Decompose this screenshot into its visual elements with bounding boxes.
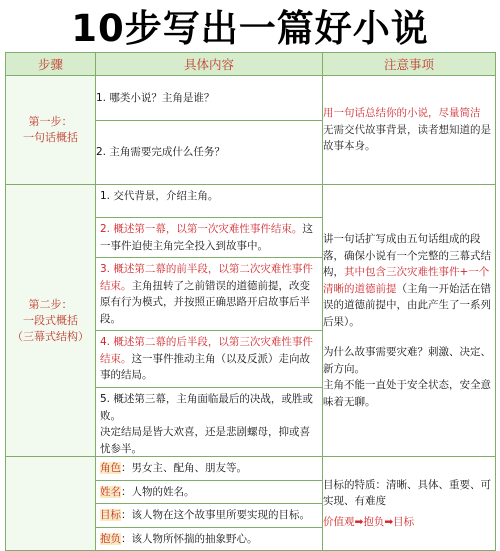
list-item: 目标：该人物在这个故事里所要实现的目标。 [96, 504, 322, 528]
table-header-row [6, 53, 496, 76]
arrow-right-icon: ➡ [384, 515, 394, 528]
header-notes: 注意事项 [323, 53, 496, 76]
list-item: 5. 概述第三幕，主角面临最后的决战，或胜或败。 决定结局是皆大欢喜，还是悲剧螺母，抑或喜忧参半。 [100, 393, 313, 455]
page-title: 10步写出一篇好小说 [71, 7, 429, 50]
header-content: 具体内容 [96, 53, 323, 76]
step3-notes: 目标的特质：清晰、具体、重要、可实现、有难度 价值观➡抱负➡目标 [323, 457, 496, 551]
step1-label: 第一步： 一句话概括 [6, 76, 96, 185]
step2-content [96, 185, 323, 457]
list-item: 3. 概述第二幕的前半段，以第二次灾难性事件结束。主角扭转了之前错误的道德前提，改变原有行为模式，并按照正确思路开启故事后半段。 [96, 258, 322, 331]
table-row [6, 185, 496, 457]
step1-notes: 用一句话总结你的小说，尽量简洁 无需交代故事背景，读者想知道的是故事本身。 [323, 76, 496, 185]
step2-notes: 讲一句话扩写成由五句话组成的段落，确保小说有一个完整的三幕式结构，其中包含三次灾难性事件+一个清晰的道德前提（主角一开始活在错误的道德前提中，由此产生了一系列后果）。 为什么故事需要灾难？刺激、决定、新方向。 主角不能一直处于安全状态，安全意味着无聊。 [323, 185, 496, 457]
step2-label: 第二步： 一段式概括 （三幕式结构） [6, 185, 96, 457]
list-item: 姓名：人物的姓名。 [96, 481, 322, 505]
step1-question-2: 2. 主角需要完成什么任务？ [96, 121, 323, 185]
header-step: 步骤 [6, 53, 96, 76]
step3-content [96, 457, 323, 551]
list-item: 抱负：该人物所怀揣的抽象野心。 [100, 532, 258, 545]
table-row [6, 76, 496, 121]
list-item: 1. 交代背景，介绍主角。 [96, 185, 322, 218]
table-row [6, 457, 496, 551]
steps-table [5, 52, 496, 551]
step1-question-1: 1. 哪类小说？主角是谁？ [96, 76, 323, 121]
list-item: 角色：男女主、配角、朋友等。 [96, 457, 322, 481]
list-item: 2. 概述第一幕，以第一次灾难性事件结束。这一事件迫使主角完全投入到故事中。 [96, 218, 322, 258]
step3-label [6, 457, 96, 551]
list-item: 4. 概述第二幕的后半段，以第三次灾难性事件结束。这一事件推动主角（以及反派）走向故事的结局。 [96, 331, 322, 388]
arrow-right-icon: ➡ [354, 515, 364, 528]
